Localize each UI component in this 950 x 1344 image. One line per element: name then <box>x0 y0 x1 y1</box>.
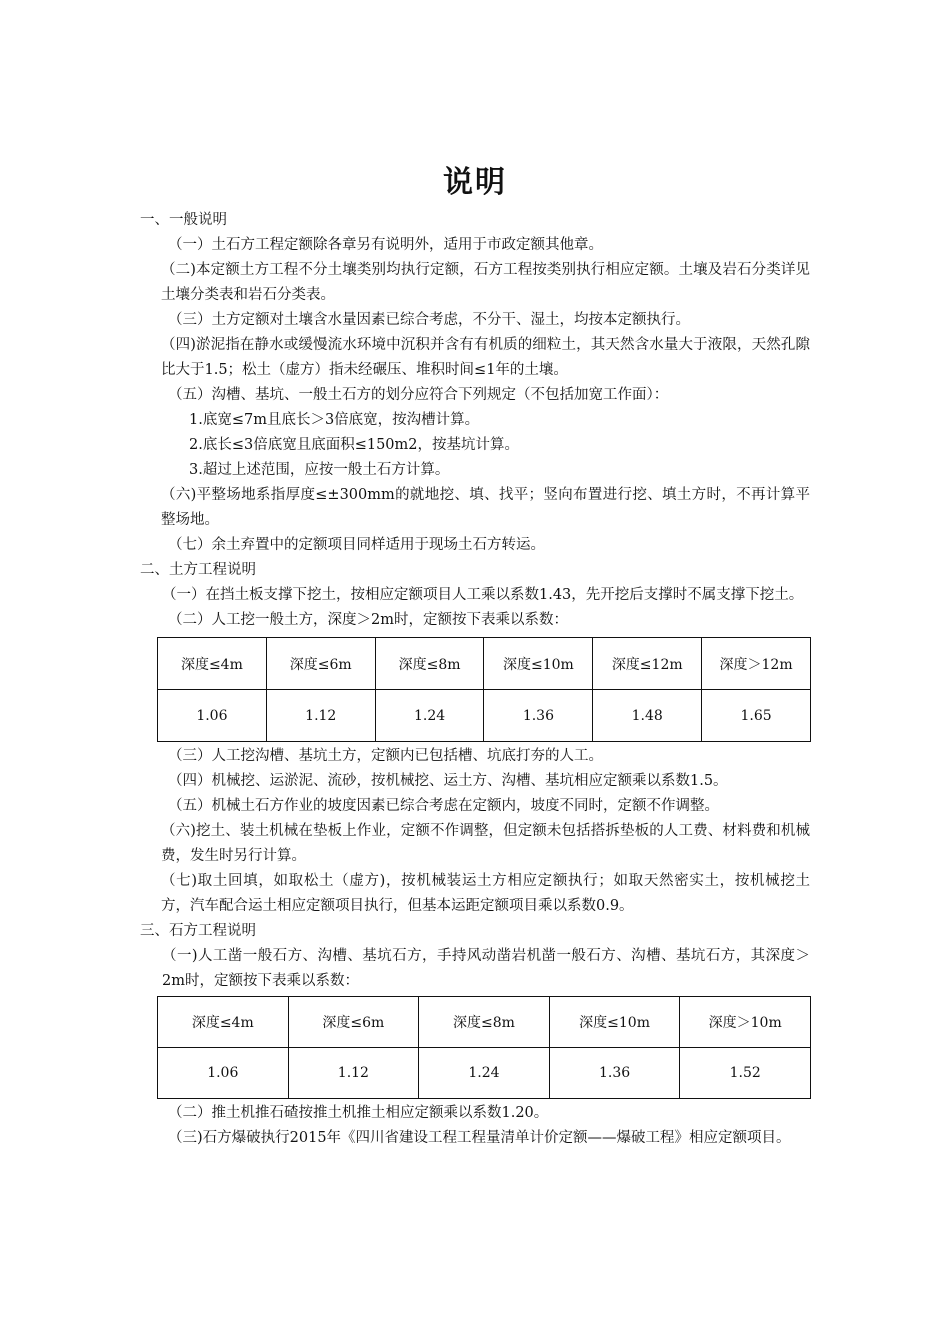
table-cell: 1.36 <box>549 1048 680 1099</box>
earthwork-coefficient-table <box>157 637 811 742</box>
paragraph: （四）机械挖、运淤泥、流砂，按机械挖、运土方、沟槽、基坑相应定额乘以系数1.5。 <box>168 773 728 789</box>
table-header-cell: 深度≤8m <box>375 638 484 690</box>
paragraph: （五）机械土石方作业的坡度因素已综合考虑在定额内，坡度不同时，定额不作调整。 <box>168 798 719 814</box>
table-header-cell: 深度≤6m <box>288 997 419 1048</box>
table-cell: 1.36 <box>484 690 593 742</box>
paragraph: （七)取土回填，如取松土（虚方)，按机械装运土方相应定额执行；如取天然密实土，按机械挖土方，汽车配合运土相应定额项目执行，但基本运距定额项目乘以系数0.9。 <box>161 873 810 914</box>
table-header-cell: 深度＞10m <box>680 997 811 1048</box>
paragraph: （七）余土弃置中的定额项目同样适用于现场土石方转运。 <box>168 537 545 553</box>
table-header-cell: 深度≤10m <box>484 638 593 690</box>
rockwork-coefficient-table <box>157 996 811 1099</box>
paragraph: （三)石方爆破执行2015年《四川省建设工程工程量清单计价定额——爆破工程》相应定额项目。 <box>168 1130 791 1146</box>
paragraph: （四)淤泥指在静水或缓慢流水环境中沉积并含有有机质的细粒土，其天然含水量大于液限，天然孔隙比大于1.5；松土（虚方）指未经碾压、堆积时间≤1年的土壤。 <box>161 337 810 378</box>
table-cell: 1.65 <box>702 690 811 742</box>
paragraph: （五）沟槽、基坑、一般土石方的划分应符合下列规定（不包括加宽工作面）： <box>168 387 669 403</box>
table-header-cell: 深度≤12m <box>593 638 702 690</box>
table-header-row <box>158 997 811 1048</box>
paragraph: （三）人工挖沟槽、基坑土方，定额内已包括槽、坑底打夯的人工。 <box>168 748 603 764</box>
table-header-cell: 深度≤4m <box>158 997 289 1048</box>
section-heading-rockwork: 三、石方工程说明 <box>140 923 256 939</box>
page-title: 说明 <box>443 165 507 200</box>
paragraph: （一)人工凿一般石方、沟槽、基坑石方，手持风动凿岩机凿一般石方、沟槽、基坑石方，其深度＞2m时，定额按下表乘以系数： <box>162 948 810 989</box>
table-cell: 1.06 <box>158 690 267 742</box>
table-row <box>158 1048 811 1099</box>
table-cell: 1.24 <box>419 1048 550 1099</box>
table-cell: 1.12 <box>288 1048 419 1099</box>
table-header-cell: 深度≤8m <box>419 997 550 1048</box>
table-header-cell: 深度≤10m <box>549 997 680 1048</box>
table-header-cell: 深度＞12m <box>702 638 811 690</box>
paragraph: （一）土石方工程定额除各章另有说明外，适用于市政定额其他章。 <box>168 237 603 253</box>
table-cell: 1.52 <box>680 1048 811 1099</box>
table-header-cell: 深度≤4m <box>158 638 267 690</box>
table-cell: 1.12 <box>266 690 375 742</box>
table-header-row <box>158 638 811 690</box>
paragraph: （二）推土机推石碴按推土机推土相应定额乘以系数1.20。 <box>168 1105 549 1121</box>
paragraph: （二）人工挖一般土方，深度＞2m时，定额按下表乘以系数： <box>168 612 568 628</box>
paragraph: （六)平整场地系指厚度≤±300mm的就地挖、填、找平；竖向布置进行挖、填土方时，不再计算平整场地。 <box>161 487 810 528</box>
paragraph: （二)本定额土方工程不分土壤类别均执行定额，石方工程按类别执行相应定额。土壤及岩石分类详见土壤分类表和岩石分类表。 <box>161 262 810 303</box>
table-cell: 1.48 <box>593 690 702 742</box>
table-header-cell: 深度≤6m <box>266 638 375 690</box>
list-item: 1.底宽≤7m且底长＞3倍底宽，按沟槽计算。 <box>189 412 480 428</box>
list-item: 3.超过上述范围，应按一般土石方计算。 <box>189 462 450 478</box>
paragraph: （一）在挡土板支撑下挖土，按相应定额项目人工乘以系数1.43，先开挖后支撑时不属支撑下挖土。 <box>162 587 804 603</box>
table-cell: 1.06 <box>158 1048 289 1099</box>
table-cell: 1.24 <box>375 690 484 742</box>
section-heading-general: 一、一般说明 <box>140 212 227 228</box>
paragraph: （三）土方定额对土壤含水量因素已综合考虑，不分干、湿土，均按本定额执行。 <box>168 312 690 328</box>
list-item: 2.底长≤3倍底宽且底面积≤150m2，按基坑计算。 <box>189 437 520 453</box>
paragraph: （六)挖土、装土机械在垫板上作业，定额不作调整，但定额未包括搭拆垫板的人工费、材料费和机械费，发生时另行计算。 <box>161 823 810 864</box>
document-body <box>140 208 810 1151</box>
section-heading-earthwork: 二、土方工程说明 <box>140 562 256 578</box>
table-row <box>158 690 811 742</box>
